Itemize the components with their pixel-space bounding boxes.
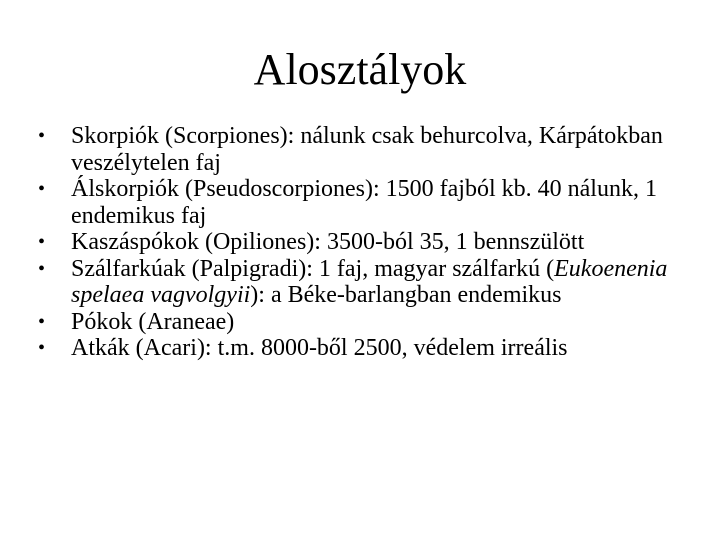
bullet-text: Skorpiók (Scorpiones): nálunk csak behurcolva, Kárpátokban veszélytelen faj	[71, 123, 663, 176]
bullet-item-palpigradi	[38, 256, 698, 309]
bullet-item-scorpiones	[38, 123, 698, 176]
bullet-icon: •	[38, 125, 46, 147]
bullet-list	[38, 123, 698, 362]
bullet-text: Pókok (Araneae)	[71, 308, 235, 335]
bullet-icon: •	[38, 257, 46, 280]
species-name-italic: Eukoenenia spelaea vagvolgyii	[71, 255, 668, 308]
bullet-icon: •	[38, 337, 46, 359]
bullet-item-pseudoscorpiones	[38, 176, 698, 229]
bullet-text-before: Szálfarkúak (Palpigradi): 1 faj, magyar szálfarkú (	[71, 255, 555, 282]
bullet-text-after: ): a Béke-barlangban endemikus	[250, 282, 562, 308]
bullet-icon: •	[38, 178, 46, 200]
bullet-text: Kaszáspókok (Opiliones): 3500-ból 35, 1 bennszülött	[71, 229, 585, 255]
bullet-item-opiliones	[38, 229, 698, 256]
bullet-icon: •	[38, 310, 46, 333]
slide-title: Alosztályok	[253, 45, 467, 94]
bullet-item-acari	[38, 335, 698, 362]
bullet-icon: •	[38, 231, 46, 253]
bullet-item-araneae	[38, 309, 698, 336]
bullet-text: Álskorpiók (Pseudoscorpiones): 1500 fajból kb. 40 nálunk, 1 endemikus faj	[71, 176, 657, 229]
bullet-text: Atkák (Acari): t.m. 8000-ből 2500, védelem irreális	[71, 335, 568, 361]
